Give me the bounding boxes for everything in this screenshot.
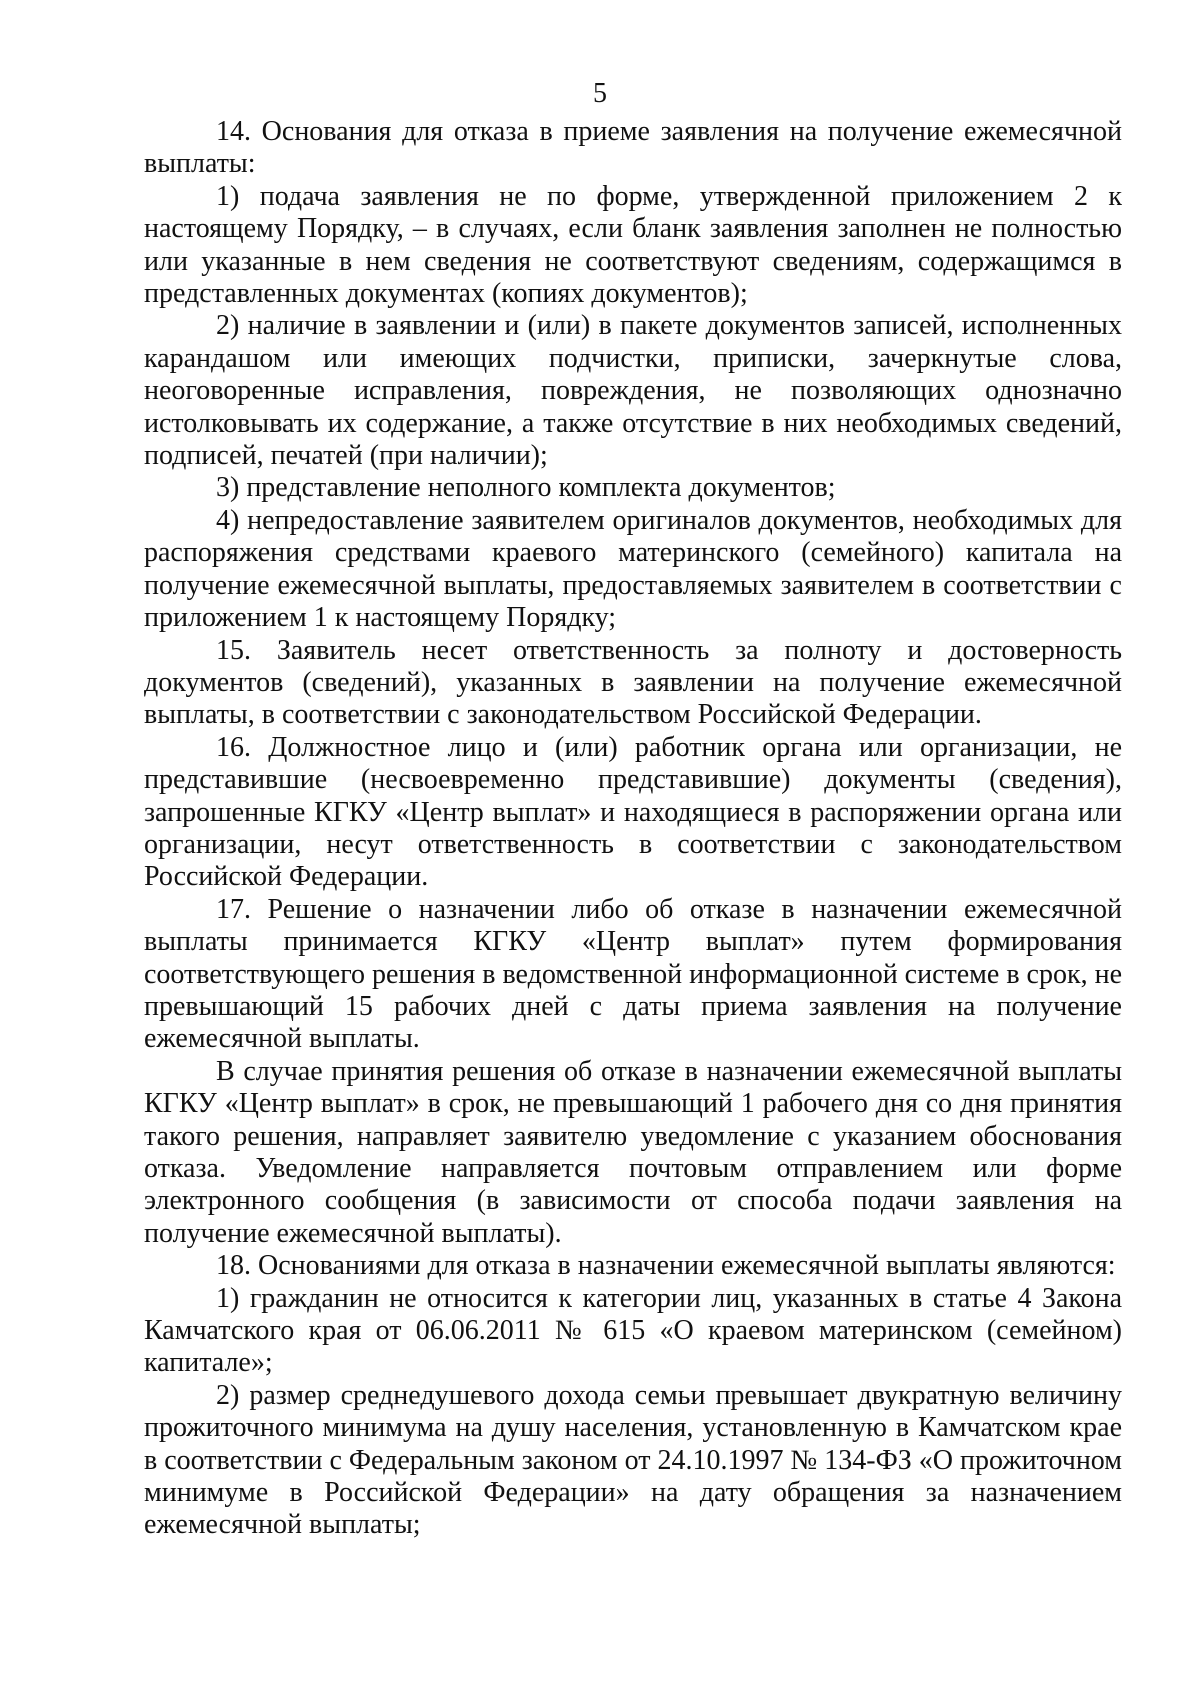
paragraph-18: 18. Основаниями для отказа в назначении ежемесячной выплаты являются:	[216, 1250, 1116, 1282]
paragraph-17-continued: В случае принятия решения об отказе в назначении ежемесячной выплаты КГКУ «Центр выплат» в срок, не превышающий 1 рабочего дня со дня принятия такого решения, направляет заявителю уведомление с указанием обоснования отказа. Уведомление направляется почтовым отправлением или форме электронного сообщения (в зависимости от способа подачи заявления на получение ежемесячной выплаты).	[144, 1055, 1122, 1249]
paragraph-14-item-4: 4) непредоставление заявителем оригиналов документов, необходимых для распоряжения средствами краевого материнского (семейного) капитала на получение ежемесячной выплаты, предоставляемых заявителем в соответствии с приложением 1 к настоящему Порядку;	[144, 504, 1122, 634]
paragraph-14-item-3: 3) представление неполного комплекта документов;	[216, 472, 836, 504]
paragraph-18-item-1: 1) гражданин не относится к категории лиц, указанных в статье 4 Закона Камчатского края от 06.06.2011 № 615 «О краевом материнском (семейном) капитале»;	[144, 1282, 1122, 1379]
page-number: 5	[593, 78, 607, 109]
paragraph-18-item-2: 2) размер среднедушевого дохода семьи превышает двукратную величину прожиточного минимума на душу населения, установленную в Камчатском крае в соответствии с Федеральным законом от 24.10.1997 № 134-ФЗ «О прожиточном минимуме в Российской Федерации» на дату обращения за назначением ежемесячной выплаты;	[144, 1379, 1122, 1541]
document-body	[144, 116, 1122, 1542]
paragraph-15: 15. Заявитель несет ответственность за полноту и достоверность документов (сведений), указанных в заявлении на получение ежемесячной выплаты, в соответствии с законодательством Российской Федерации.	[144, 634, 1122, 731]
paragraph-14-item-1: 1) подача заявления не по форме, утвержденной приложением 2 к настоящему Порядку, – в случаях, если бланк заявления заполнен не полностью или указанные в нем сведения не соответствуют сведениям, содержащимся в представленных документах (копиях документов);	[144, 180, 1122, 310]
paragraph-14: 14. Основания для отказа в приеме заявления на получение ежемесячной выплаты:	[144, 116, 1122, 180]
paragraph-17: 17. Решение о назначении либо об отказе в назначении ежемесячной выплаты принимается КГКУ «Центр выплат» путем формирования соответствующего решения в ведомственной информационной системе в срок, не превышающий 15 рабочих дней с даты приема заявления на получение ежемесячной выплаты.	[144, 893, 1122, 1055]
paragraph-14-item-2: 2) наличие в заявлении и (или) в пакете документов записей, исполненных карандашом или имеющих подчистки, приписки, зачеркнутые слова, неоговоренные исправления, повреждения, не позволяющих однозначно истолковывать их содержание, а также отсутствие в них необходимых сведений, подписей, печатей (при наличии);	[144, 310, 1122, 472]
paragraph-16: 16. Должностное лицо и (или) работник органа или организации, не представившие (несвоевременно представившие) документы (сведения), запрошенные КГКУ «Центр выплат» и находящиеся в распоряжении органа или организации, несут ответственность в соответствии с законодательством Российской Федерации.	[144, 731, 1122, 893]
